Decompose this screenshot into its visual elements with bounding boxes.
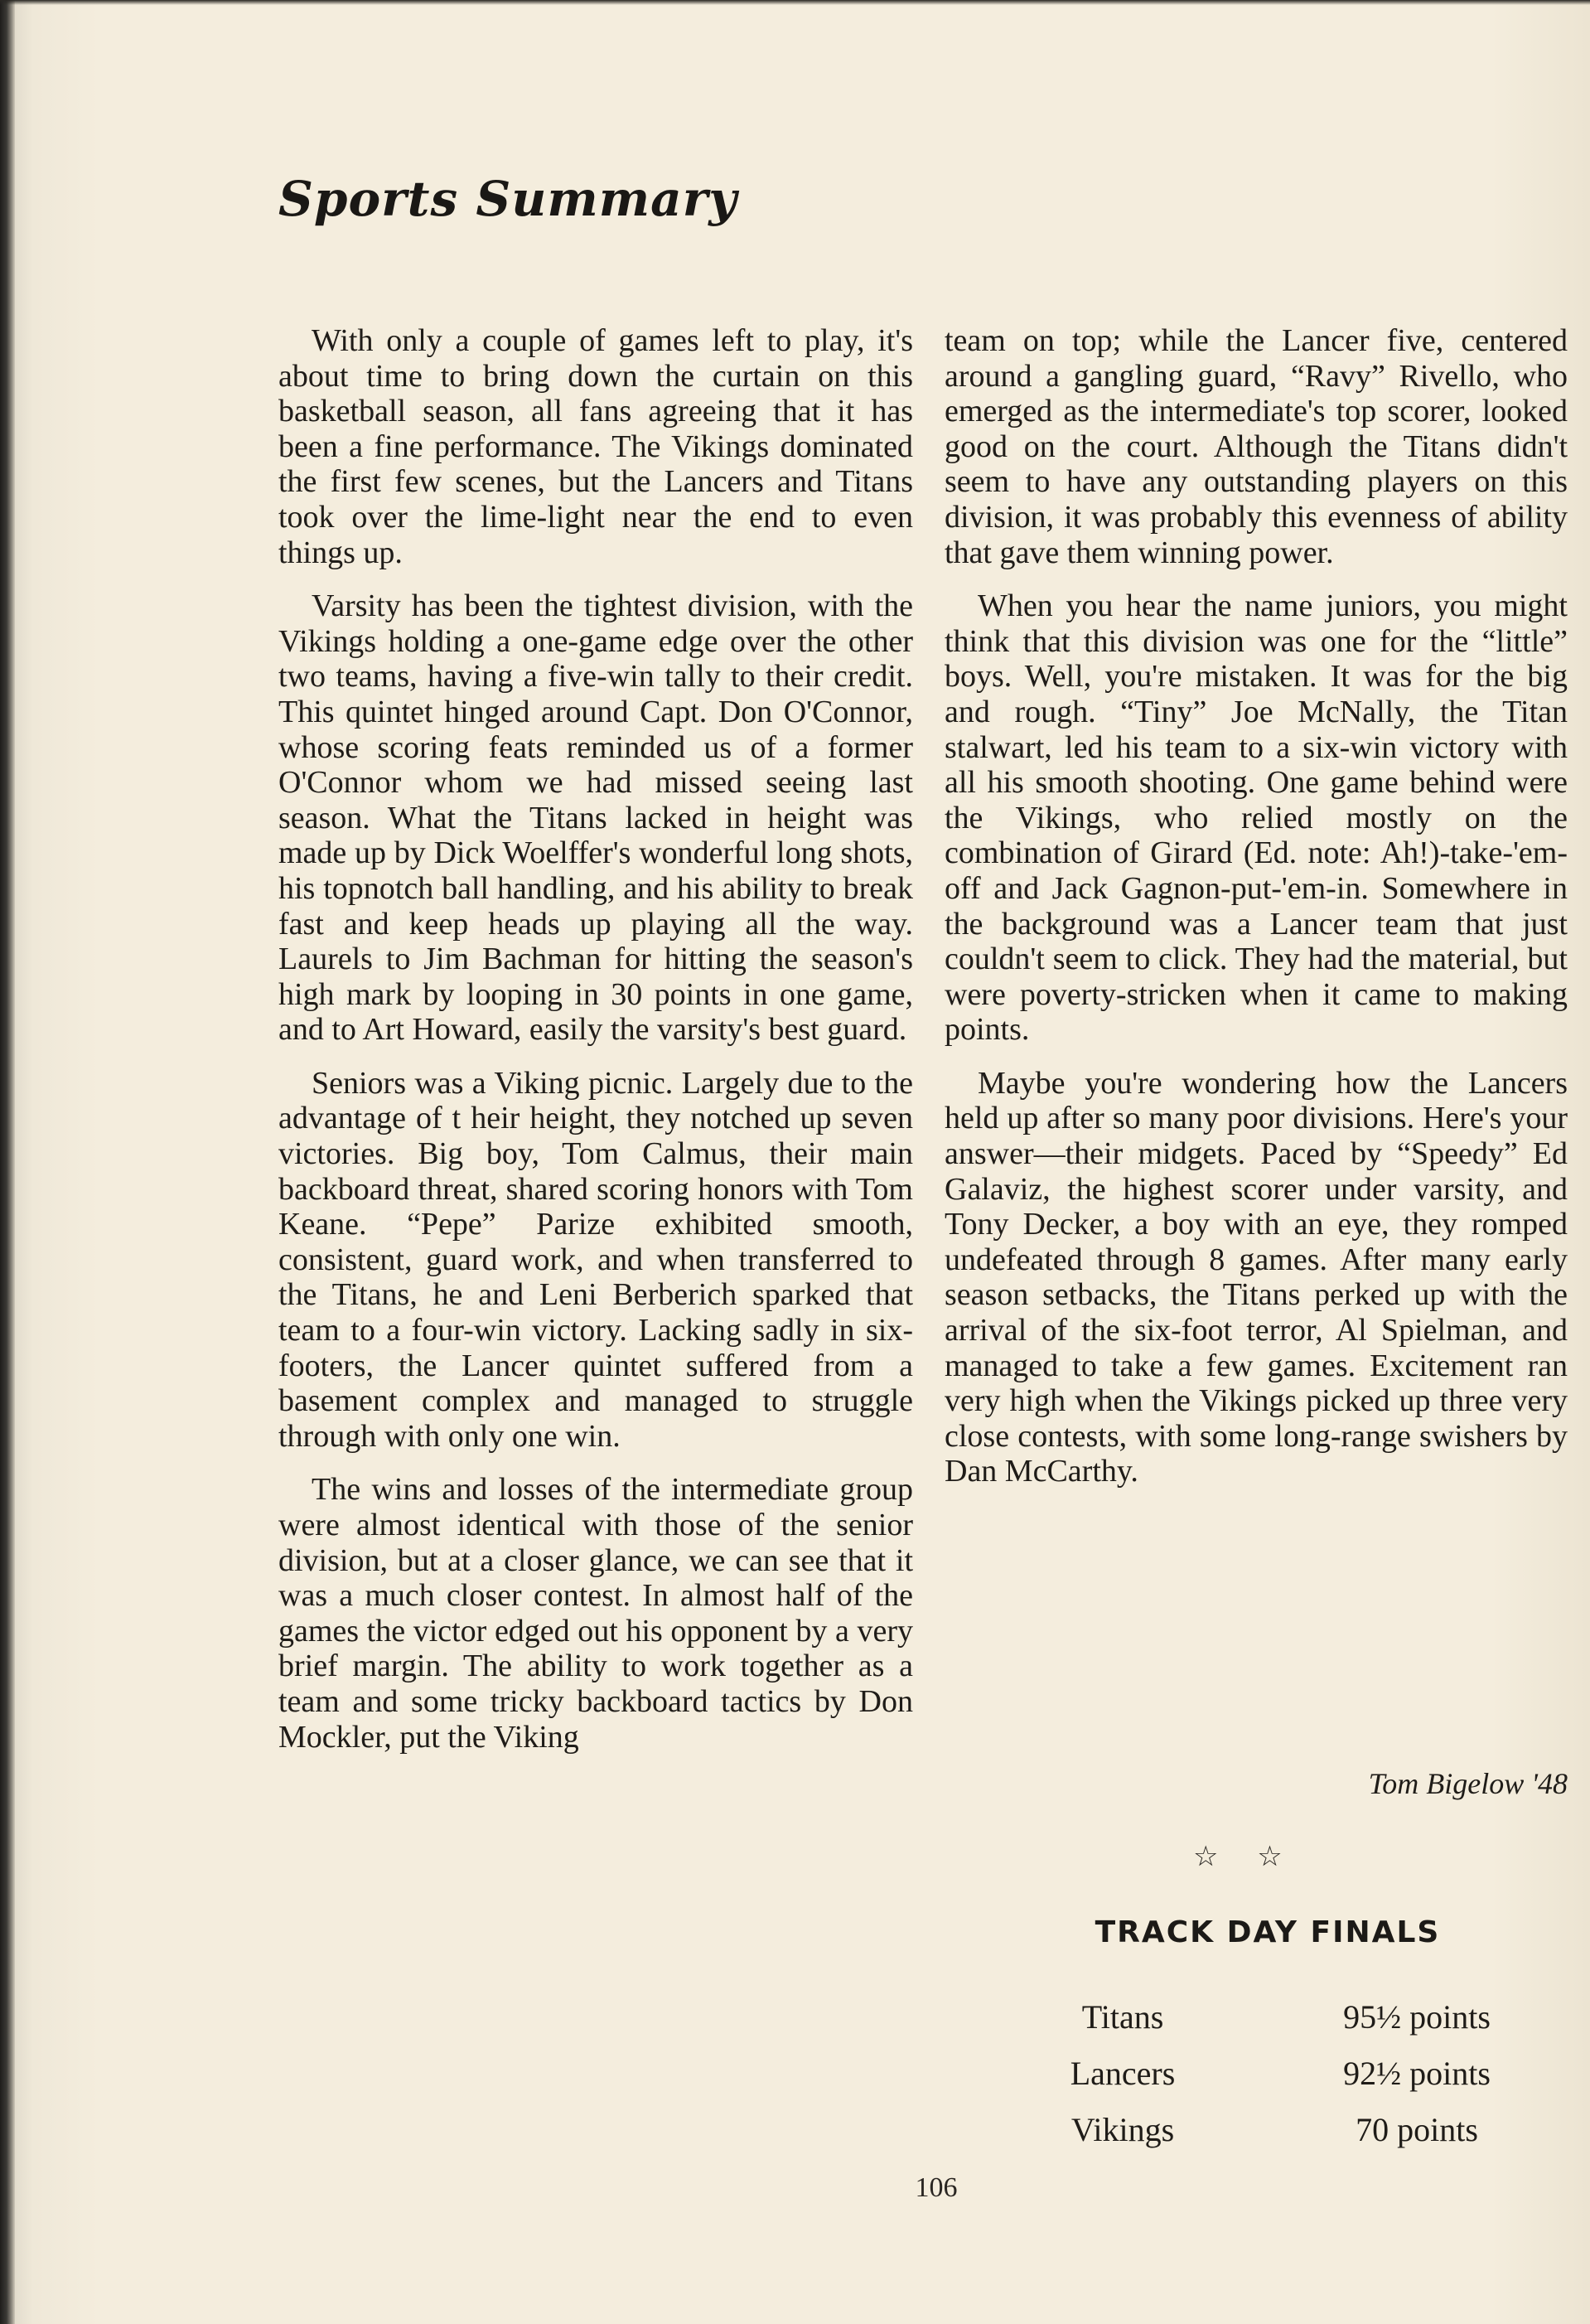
track-results-row: [1019, 1989, 1541, 2046]
track-results-row: [1019, 2102, 1541, 2158]
book-binding-edge: [0, 0, 15, 2324]
page-number: 106: [915, 2172, 958, 2203]
track-results-row: [1019, 2046, 1541, 2102]
track-team-points: 70 points: [1356, 2111, 1478, 2148]
page-top-shadow: [0, 0, 1590, 5]
page-title: Sports Summary: [278, 171, 737, 227]
article-paragraph: Maybe you're wondering how the Lancers held up after so many poor divisions. Here's your answer—their midgets. Paced by “Speedy” Ed Galaviz, the highest scorer under varsity, and Tony Decker, a boy with an eye, they romped undefeated through 8 games. After many early season setbacks, the Titans perked up with the arrival of the six-foot terror, Al Spielman, and managed to take a few games. Excitement ran very high when the Vikings picked up three very close contests, with some long-range swishers by Dan McCarthy.: [945, 1065, 1568, 1489]
track-team-points: 92½ points: [1343, 2055, 1491, 2092]
track-results-table: [1019, 1989, 1541, 2158]
track-team-points: 95½ points: [1343, 1998, 1491, 2036]
article-paragraph: The wins and losses of the intermediate group were almost identical with those of the senior division, but at a closer glance, we can see that it was a much closer contest. In almost half of the games the victor edged out his opponent by a very brief margin. The ability to work together as a team and some tricky backboard tactics by Don Mockler, put the Viking: [278, 1472, 913, 1755]
track-day-heading: TRACK DAY FINALS: [1095, 1915, 1441, 1949]
track-team-name: Titans: [1081, 1998, 1164, 2036]
star-divider-icon: ☆ ☆: [1193, 1840, 1298, 1873]
article-paragraph: Varsity has been the tightest division, with the Vikings holding a one-game edge over the other two teams, having a five-win tally to their credit. This quintet hinged around Capt. Don O'Connor, whose scoring feats reminded us of a former O'Connor whom we had missed seeing last season. What the Titans lacked in height was made up by Dick Woelffer's wonderful long shots, his topnotch ball handling, and his ability to break fast and keep heads up playing all the way. Laurels to Jim Bachman for hitting the season's high mark by looping in 30 points in one game, and to Art Howard, easily the varsity's best guard.: [278, 588, 913, 1048]
article-left-column: [278, 323, 913, 1773]
article-paragraph: With only a couple of games left to play, it's about time to bring down the curtain on this basketball season, all fans agreeing that it has been a fine performance. The Vikings dominated the first few scenes, but the Lancers and Titans took over the lime-light near the end to even things up.: [278, 323, 913, 570]
article-right-column: [945, 323, 1568, 1508]
article-paragraph: Seniors was a Viking picnic. Largely due to the advantage of t heir height, they notched up seven victories. Big boy, Tom Calmus, their main backboard threat, shared scoring honors with Tom Keane. “Pepe” Parize exhibited smooth, consistent, guard work, and when transferred to the Titans, he and Leni Berberich sparked that team to a four-win victory. Lacking sadly in six-footers, the Lancer quintet suffered from a basement complex and managed to struggle through with only one win.: [278, 1065, 913, 1454]
track-team-name: Vikings: [1070, 2111, 1175, 2148]
author-byline: Tom Bigelow '48: [1368, 1767, 1568, 1800]
track-team-name: Lancers: [1070, 2055, 1176, 2092]
article-paragraph: When you hear the name juniors, you might think that this division was one for the “little” boys. Well, you're mistaken. It was for the big and rough. “Tiny” Joe McNally, the Titan stalwart, led his team to a six-win victory with all his smooth shooting. One game behind were the Vikings, who relied mostly on the combination of Girard (Ed. note: Ah!)-take-'em-off and Jack Gagnon-put-'em-in. Somewhere in the background was a Lancer team that just couldn't seem to click. They had the material, but were poverty-stricken when it came to making points.: [945, 588, 1568, 1048]
article-paragraph: team on top; while the Lancer five, centered around a gangling guard, “Ravy” Rivello, who emerged as the intermediate's top scorer, looked good on the court. Although the Titans didn't seem to have any outstanding players on this division, it was probably this evenness of ability that gave them winning power.: [945, 323, 1568, 570]
